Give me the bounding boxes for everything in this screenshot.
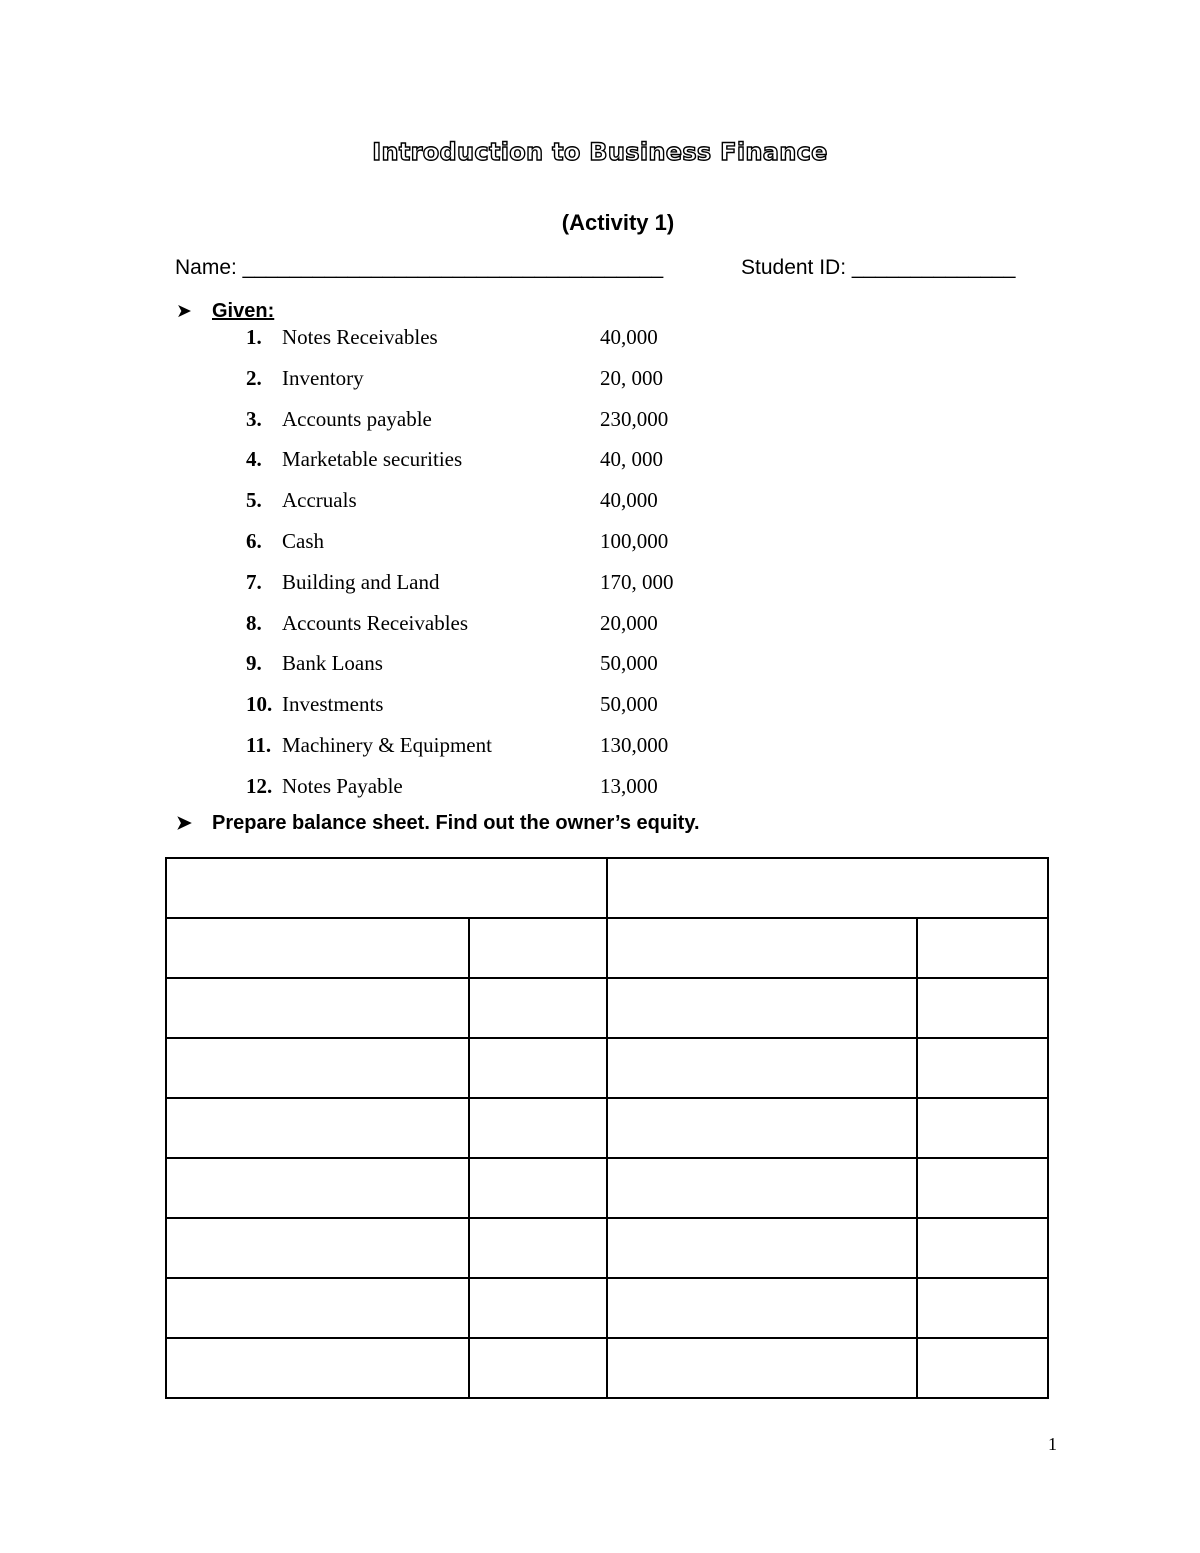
item-number: 6. (246, 529, 262, 553)
table-cell[interactable] (607, 1218, 917, 1278)
table-cell[interactable] (469, 1278, 607, 1338)
given-label: Given: (212, 300, 275, 322)
activity-subtitle: (Activity 1) (561, 210, 675, 235)
table-cell[interactable] (166, 1038, 469, 1098)
item-amount: 50,000 (600, 651, 658, 676)
table-cell[interactable] (917, 1278, 1048, 1338)
list-item (0, 366, 1200, 398)
table-row (166, 1038, 1048, 1098)
list-item (0, 692, 1200, 724)
table-cell[interactable] (469, 918, 607, 978)
table-cell[interactable] (607, 1278, 917, 1338)
table-cell[interactable] (166, 978, 469, 1038)
list-item (0, 447, 1200, 479)
item-amount: 40, 000 (600, 447, 663, 472)
table-cell[interactable] (917, 1338, 1048, 1398)
item-label: Marketable securities (282, 447, 463, 472)
table-cell[interactable] (166, 1158, 469, 1218)
table-cell[interactable] (607, 1098, 917, 1158)
table-cell[interactable] (469, 978, 607, 1038)
table-cell[interactable] (607, 1158, 917, 1218)
table-cell[interactable] (917, 1218, 1048, 1278)
list-item (0, 651, 1200, 683)
table-row (166, 1158, 1048, 1218)
table-cell[interactable] (469, 1338, 607, 1398)
list-item (0, 488, 1200, 520)
list-item (0, 611, 1200, 643)
page-number: 1 (1048, 1434, 1057, 1454)
table-cell[interactable] (917, 1158, 1048, 1218)
table-cell[interactable] (607, 1338, 917, 1398)
item-label: Notes Payable (282, 773, 403, 798)
balance-sheet-table (165, 857, 1049, 1399)
item-number: 1. (246, 325, 262, 349)
student-id-field[interactable]: Student ID: ______________ (741, 256, 1016, 279)
item-amount: 50,000 (600, 692, 658, 717)
table-cell[interactable] (607, 918, 917, 978)
arrowhead-bullet-icon: ➤ (176, 301, 192, 322)
item-label: Building and Land (282, 569, 440, 594)
table-cell[interactable] (917, 1098, 1048, 1158)
table-cell[interactable] (607, 978, 917, 1038)
table-row (166, 1338, 1048, 1398)
table-cell[interactable] (917, 978, 1048, 1038)
item-amount: 100,000 (600, 529, 669, 553)
item-label: Notes Receivables (282, 325, 438, 349)
item-label: Bank Loans (282, 651, 383, 676)
item-label: Inventory (282, 365, 364, 390)
table-cell[interactable] (917, 1038, 1048, 1098)
assets-header-cell[interactable] (166, 858, 607, 918)
table-cell[interactable] (166, 1218, 469, 1278)
item-label: Accounts Receivables (282, 610, 469, 635)
item-number: 11. (246, 733, 272, 757)
task-text: Prepare balance sheet. Find out the owner’s equity. (212, 812, 700, 834)
table-row (166, 1218, 1048, 1278)
item-amount: 230,000 (600, 406, 669, 431)
table-cell[interactable] (469, 1218, 607, 1278)
item-label: Accounts payable (282, 406, 432, 431)
item-label: Accruals (282, 488, 357, 513)
list-item (0, 529, 1200, 561)
item-label: Cash (282, 529, 324, 553)
item-amount: 13,000 (600, 773, 658, 798)
list-item (0, 325, 1200, 357)
table-cell[interactable] (469, 1158, 607, 1218)
item-amount: 40,000 (600, 325, 658, 349)
list-item (0, 570, 1200, 602)
table-row (166, 1278, 1048, 1338)
table-cell[interactable] (917, 918, 1048, 978)
liabilities-header-cell[interactable] (607, 858, 1048, 918)
given-heading (176, 300, 274, 323)
table-cell[interactable] (166, 1098, 469, 1158)
document-title: Introduction to Business Finance (372, 138, 828, 166)
table-cell[interactable] (166, 918, 469, 978)
table-header-row (166, 858, 1048, 918)
table-row (166, 978, 1048, 1038)
item-amount: 170, 000 (600, 569, 674, 594)
item-number: 7. (246, 569, 262, 594)
item-number: 8. (246, 610, 262, 635)
list-item (0, 407, 1200, 439)
item-number: 5. (246, 488, 262, 513)
item-number: 12. (246, 773, 273, 798)
item-label: Investments (282, 692, 384, 717)
list-item (0, 733, 1200, 765)
item-number: 2. (246, 365, 262, 390)
list-item (0, 774, 1200, 806)
item-number: 3. (246, 406, 262, 431)
arrowhead-bullet-icon: ➤ (176, 813, 192, 834)
table-row (166, 1098, 1048, 1158)
item-amount: 130,000 (600, 733, 669, 757)
table-cell[interactable] (469, 1098, 607, 1158)
item-number: 10. (246, 692, 273, 717)
item-amount: 20,000 (600, 610, 658, 635)
name-field[interactable]: Name: ____________________________________ (175, 256, 664, 279)
item-amount: 20, 000 (600, 365, 663, 390)
task-instruction (176, 812, 700, 835)
table-cell[interactable] (469, 1038, 607, 1098)
item-label: Machinery & Equipment (282, 733, 492, 757)
table-cell[interactable] (166, 1278, 469, 1338)
table-row (166, 918, 1048, 978)
table-cell[interactable] (166, 1338, 469, 1398)
item-number: 4. (246, 447, 262, 472)
table-cell[interactable] (607, 1038, 917, 1098)
item-number: 9. (246, 651, 262, 676)
item-amount: 40,000 (600, 488, 658, 513)
